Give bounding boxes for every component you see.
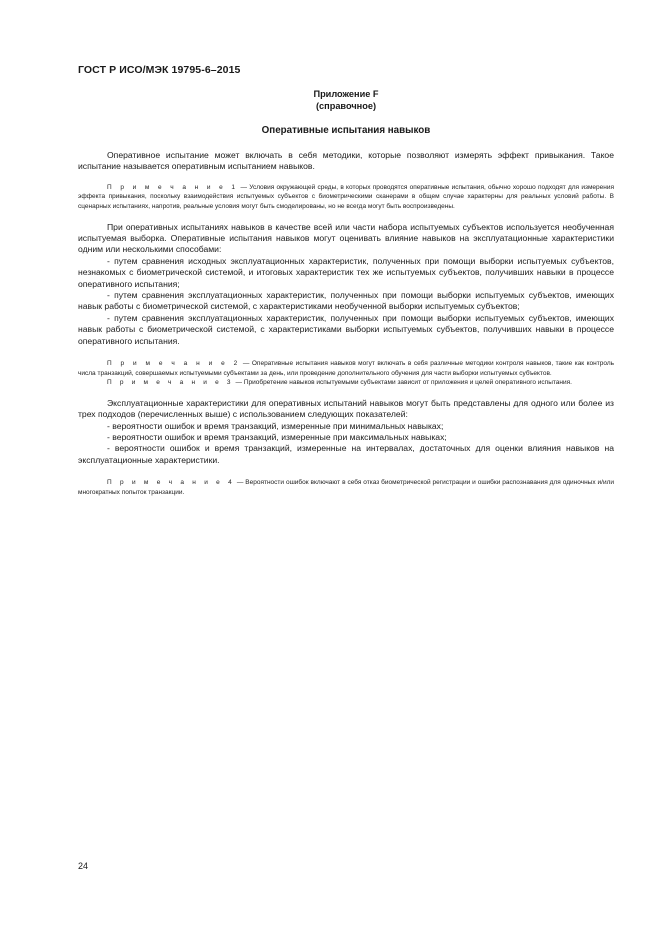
note-3-label: П р и м е ч а н и е 3 bbox=[107, 379, 234, 387]
document-header: ГОСТ Р ИСО/МЭК 19795-6–2015 bbox=[78, 64, 241, 76]
note-4 bbox=[78, 478, 614, 497]
page-number: 24 bbox=[78, 861, 89, 871]
note-4-text: — Вероятности ошибок включают в себя отказ биометрической регистрации и ошибки распознавания для одиночных и/или многократных попыток транзакции. bbox=[78, 479, 614, 496]
paragraph-3: Эксплуатационные характеристики для оперативных испытаний навыков могут быть представлены для одного или более из трех подходов (перечисленных выше) с использованием следующих показателей: bbox=[78, 397, 614, 420]
note-3-text: — Приобретение навыков испытуемыми субъектами зависит от приложения и целей оперативного испытания. bbox=[233, 379, 572, 387]
note-2-text: — Оперативные испытания навыков могут включать в себя различные методики контроля навыков, такие как контроль числа транзакций, совершаемых испытуемыми субъектами за день, или проведение дополнительного обучения для части выборки испытуемых субъектов. bbox=[78, 360, 614, 377]
list-item: - вероятности ошибок и время транзакций, измеренные на интервалах, достаточных для оценки влияния навыков на эксплуатационные характеристики. bbox=[78, 443, 614, 465]
paragraph-1: Оперативное испытание может включать в себя методики, которые позволяют измерять эффект привыкания. Такое испытание называется оперативным испытанием навыков. bbox=[78, 150, 614, 172]
note-2-label: П р и м е ч а н и е 2 bbox=[107, 360, 241, 368]
note-4-label: П р и м е ч а н и е 4 bbox=[107, 479, 235, 487]
list-item: - вероятности ошибок и время транзакций, измеренные при минимальных навыках; bbox=[107, 420, 444, 431]
list-item: - путем сравнения эксплуатационных характеристик, полученных при помощи выборки испытуемых субъектов, имеющих навык работы с биометрической системой, с характеристиками выборки испытуемых субъектов, получивших навыки в процессе оперативного испытания. bbox=[78, 312, 614, 346]
document-body bbox=[78, 150, 614, 497]
paragraph-2: При оперативных испытаниях навыков в качестве всей или части набора испытуемых субъектов используется необученная испытуемая выборка. Оперативные испытания навыков могут оценивать влияние навыков на эксплуатационные характеристики одним или несколькими способами: bbox=[78, 221, 614, 255]
note-3 bbox=[78, 378, 614, 388]
list-item: - путем сравнения эксплуатационных характеристик, полученных при помощи выборки испытуемых субъектов, имеющих навык работы с биометрической системой, с характеристиками необученной выборки испытуемых субъектов; bbox=[78, 290, 614, 312]
appendix-type: (справочное) bbox=[315, 100, 376, 111]
section-title: Оперативные испытания навыков bbox=[261, 125, 431, 136]
note-1-label: П р и м е ч а н и е 1 bbox=[107, 183, 239, 191]
note-2 bbox=[78, 359, 614, 378]
note-1 bbox=[78, 183, 614, 212]
list-item: - путем сравнения исходных эксплуатационных характеристик, полученных при помощи выборки испытуемых субъектов, незнакомых с биометрической системой, и итоговых характеристик тех же испытуемых субъектов, получивших навыки в процессе оперативного испытания; bbox=[78, 255, 614, 289]
list-item: - вероятности ошибок и время транзакций, измеренные при максимальных навыках; bbox=[107, 432, 447, 443]
appendix-heading bbox=[78, 89, 614, 112]
note-1-text: — Условия окружающей среды, в которых проводятся оперативные испытания, обычно хорошо подходят для измерения эффекта привыкания, поскольку взаимодействия испытуемых субъектов с биометрическими сканерами в общем случае характерны для реальных условий работы. В сценарных испытаниях, напротив, реальные условия могут быть смоделированы, но не всегда могут быть воспроизведены. bbox=[78, 183, 614, 210]
appendix-label: Приложение F bbox=[313, 89, 379, 99]
